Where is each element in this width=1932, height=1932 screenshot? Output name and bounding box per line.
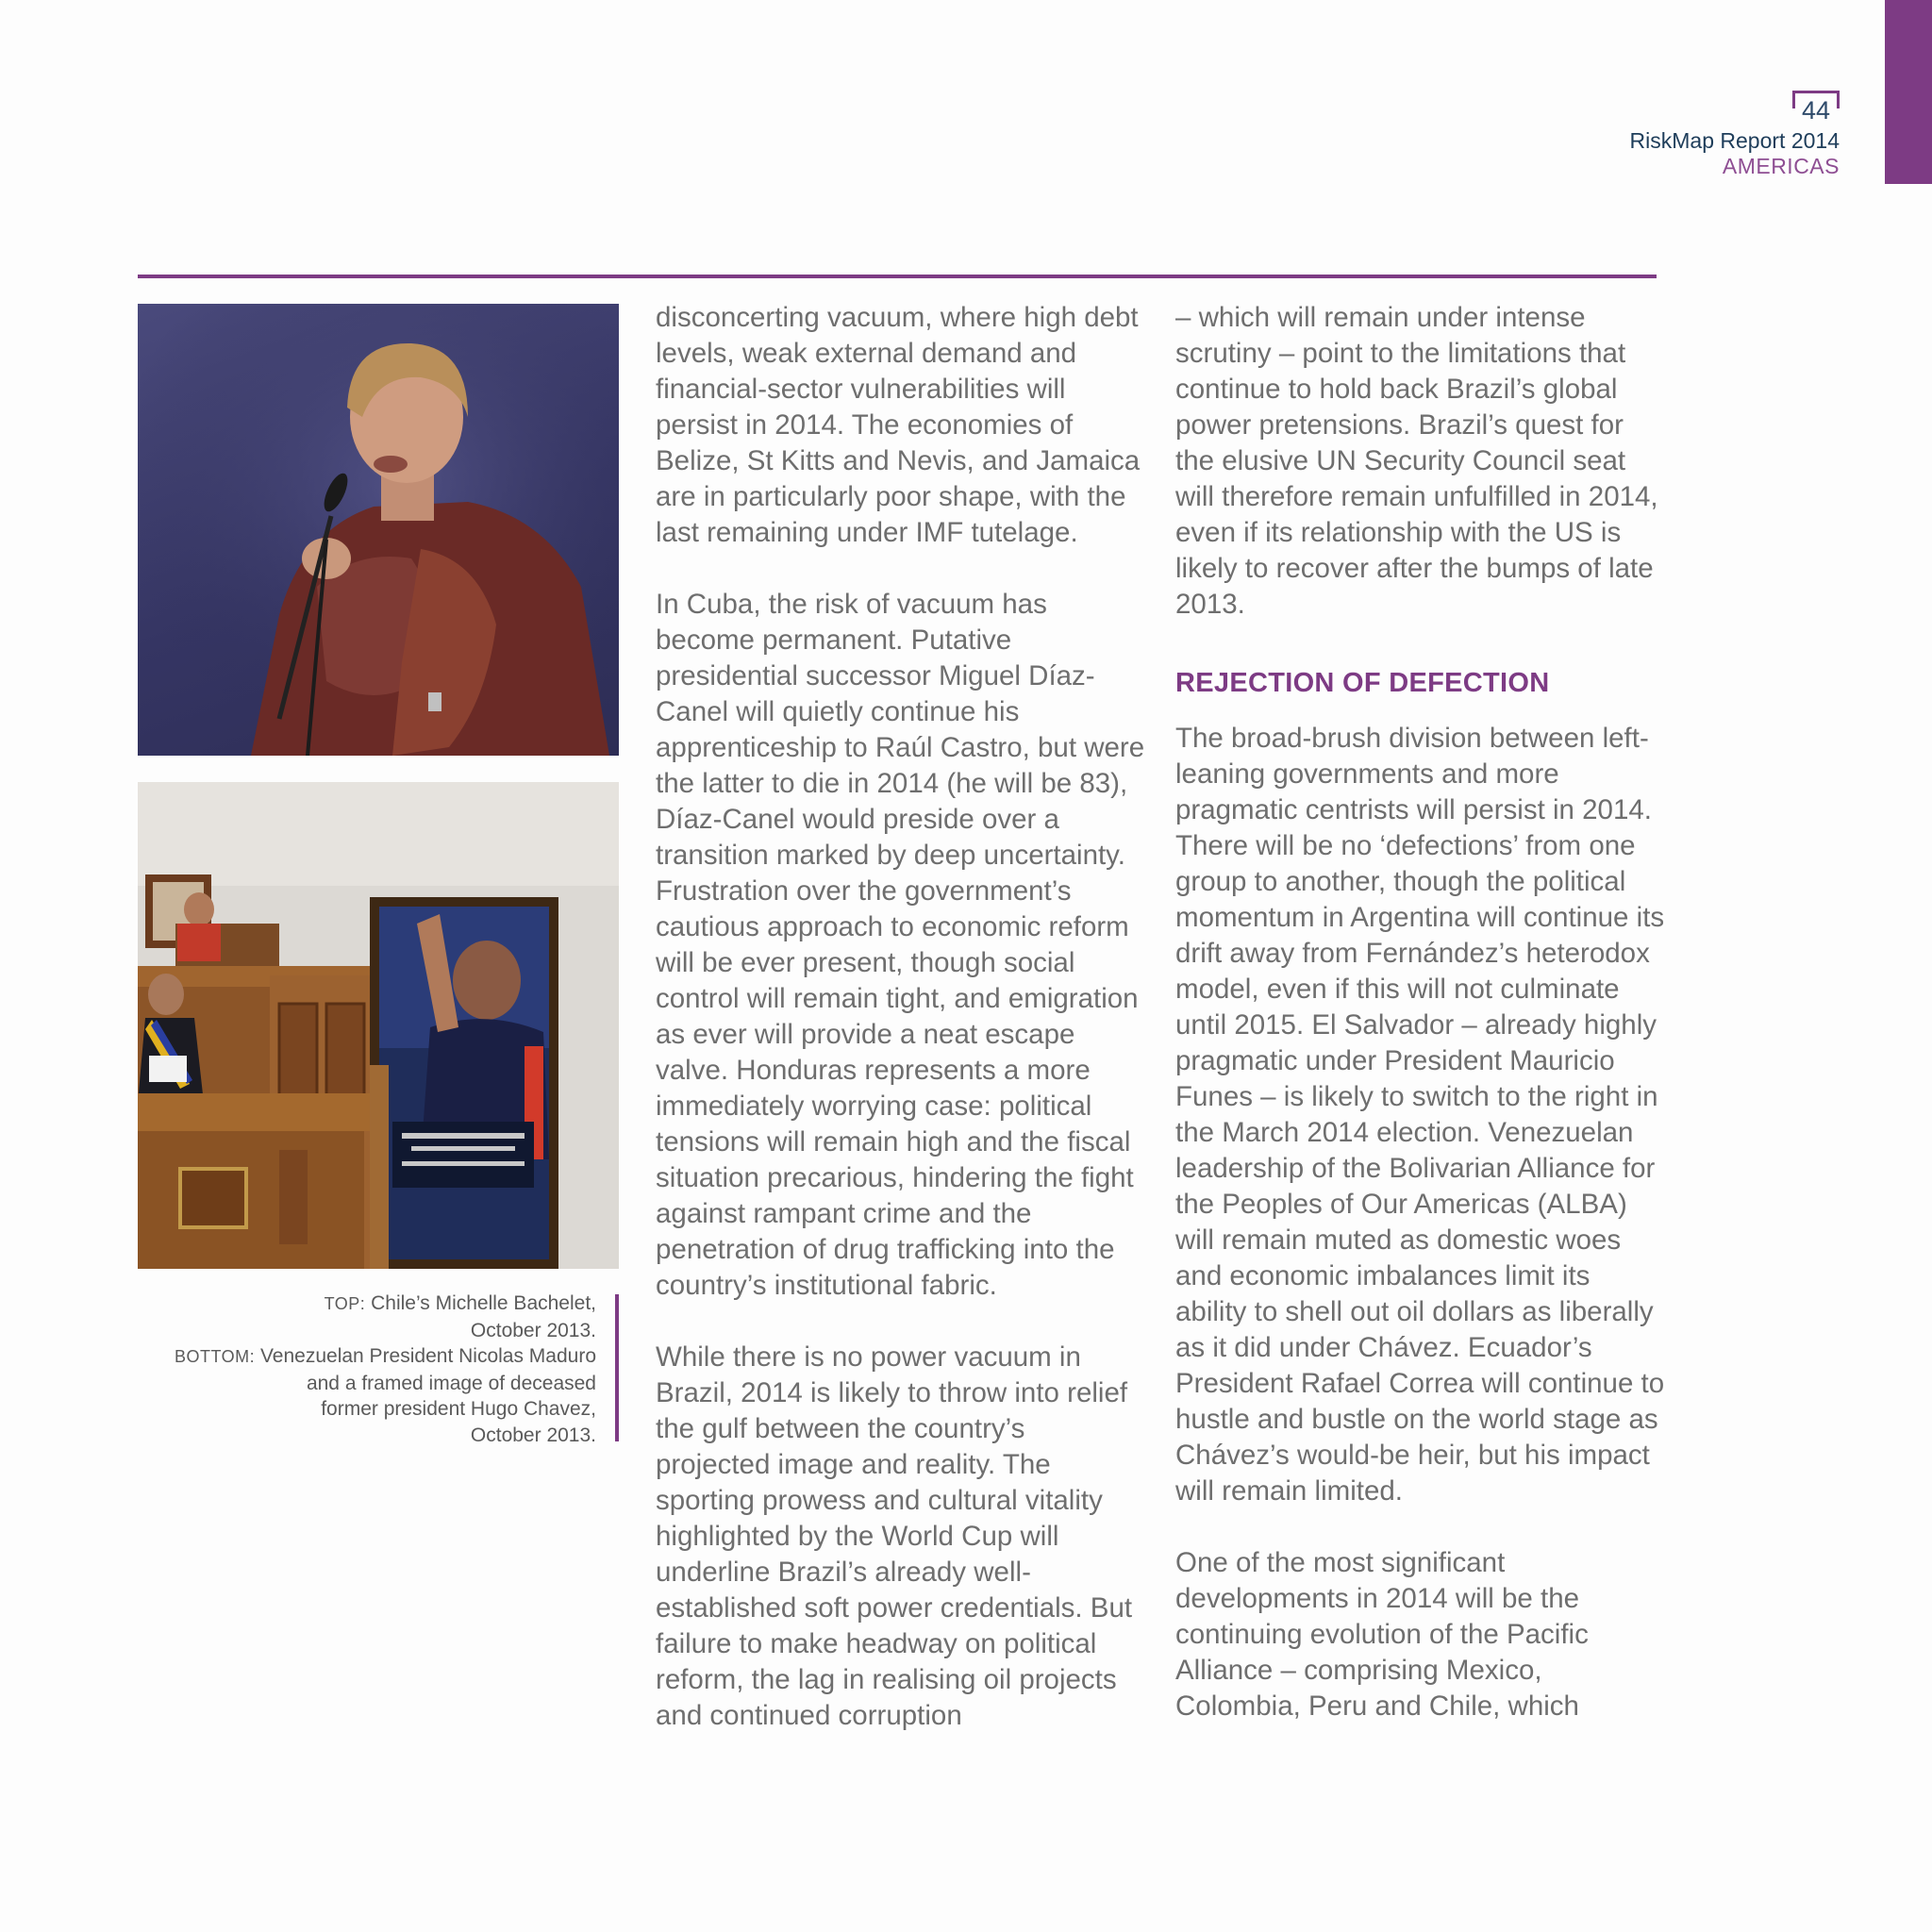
photo-caption: [138, 1291, 596, 1448]
caption-bottom-date: October 2013.: [470, 1424, 596, 1446]
caption-accent-bar: [615, 1294, 619, 1441]
caption-bottom-line-3: former president Hugo Chavez,: [321, 1398, 596, 1420]
report-title: RiskMap Report 2014: [1629, 128, 1840, 153]
caption-bottom: [138, 1343, 596, 1371]
header-rule: [138, 275, 1657, 278]
section-color-tab: [1885, 0, 1932, 184]
caption-top-date: October 2013.: [470, 1319, 596, 1341]
paragraph: While there is no power vacuum in Brazil, 2014 is likely to throw into relief the gulf between the country’s projected image and reality. The sporting prowess and cultural vitality highlighted by the World Cup will underline Brazil’s already well-established soft power credentials. But failure to make headway on political reform, the lag in realising oil projects and continued corruption: [656, 1341, 1133, 1731]
photo-maduro-chavez: [138, 782, 619, 1269]
page-number-text: 44: [1801, 96, 1830, 125]
page-number-bracket: [1792, 91, 1840, 108]
caption-top-label: TOP:: [324, 1294, 366, 1313]
caption-bottom-line-2: and a framed image of deceased: [306, 1372, 596, 1394]
text-column-1: [656, 300, 1146, 1734]
caption-top-text: Chile’s Michelle Bachelet,: [371, 1292, 596, 1314]
section-name: AMERICAS: [1722, 154, 1840, 178]
paragraph: One of the most significant developments in 2014 will be the continuing evolution of the Pacific Alliance – comprising Mexico, Colombia, Peru and Chile, which: [1175, 1547, 1589, 1722]
page-number: [1792, 91, 1840, 125]
section-heading: REJECTION OF DEFECTION: [1175, 668, 1550, 698]
text-column-2: [1175, 300, 1666, 1724]
photo-bachelet: [138, 304, 619, 756]
caption-top: [138, 1291, 596, 1318]
paragraph: – which will remain under intense scrutiny – point to the limitations that continue to hold back Brazil’s global power pretensions. Brazil’s quest for the elusive UN Security Council seat will therefore remain unfulfilled in 2014, even if its relationship with the US is likely to recover after the bumps of late 2013.: [1175, 302, 1658, 620]
paragraph: disconcerting vacuum, where high debt levels, weak external demand and financial-sector vulnerabilities will persist in 2014. The economies of Belize, St Kitts and Nevis, and Jamaica are in particularly poor shape, with the last remaining under IMF tutelage.: [656, 302, 1141, 548]
paragraph: In Cuba, the risk of vacuum has become permanent. Putative presidential successor Miguel Díaz-Canel will quietly continue his apprenticeship to Raúl Castro, but were the latter to die in 2014 (he will be 83), Díaz-Canel would preside over a transition marked by deep uncertainty. Frustration over the government’s cautious approach to economic reform will be ever present, though social control will remain tight, and emigration as ever will provide a neat escape valve. Honduras represents a more immediately worrying case: political tensions will remain high and the fiscal situation precarious, hindering the fight against rampant crime and the penetration of drug trafficking into the country’s institutional fabric.: [656, 589, 1145, 1301]
page-header: [1630, 91, 1840, 179]
paragraph: The broad-brush division between left-leaning governments and more pragmatic centrists will persist in 2014. There will be no ‘defections’ from one group to another, though the political momentum in Argentina will continue its drift away from Fernández’s heterodox model, even if this will not culminate until 2015. El Salvador – already highly pragmatic under President Mauricio Funes – is likely to switch to the right in the March 2014 election. Venezuelan leadership of the Bolivarian Alliance for the Peoples of Our Americas (ALBA) will remain muted as domestic woes and economic imbalances limit its ability to shell out oil dollars as liberally as it did under Chávez. Ecuador’s President Rafael Correa will continue to hustle and bustle on the world stage as Chávez’s would-be heir, but his impact will remain limited.: [1175, 723, 1665, 1507]
caption-bottom-text: Venezuelan President Nicolas Maduro: [259, 1345, 596, 1367]
caption-bottom-label: BOTTOM:: [174, 1347, 256, 1366]
